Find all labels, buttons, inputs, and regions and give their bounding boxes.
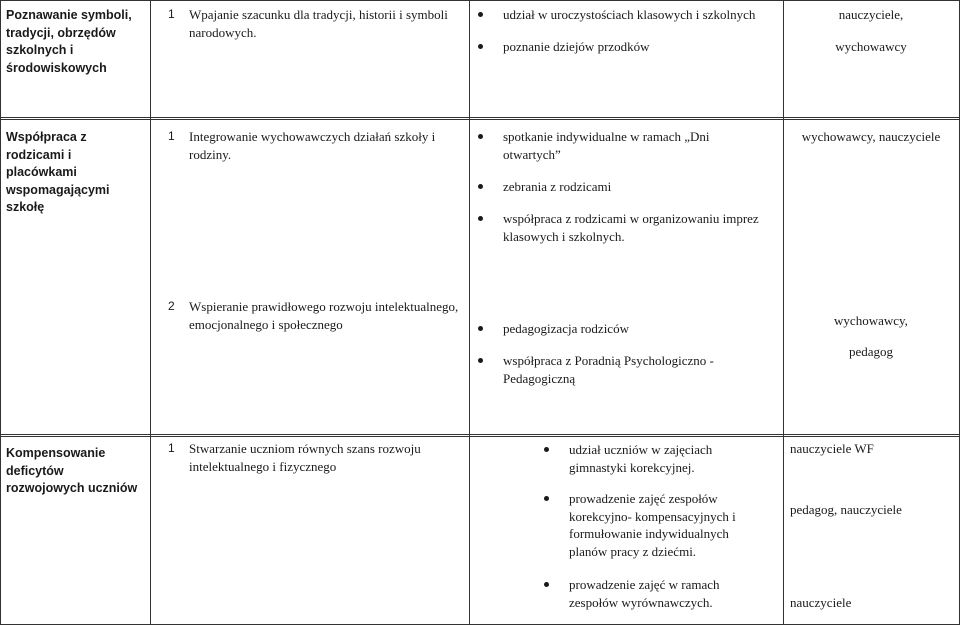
responsible-text: nauczyciele WF — [790, 441, 874, 456]
responsible-text: pedagog — [848, 344, 894, 359]
responsible-text: nauczyciele, — [838, 7, 904, 22]
action-item: poznanie dziejów przodków — [503, 38, 773, 56]
goal-number: 1 — [168, 129, 175, 143]
goal-text: Wspieranie prawidłowego rozwoju intelektualnego, emocjonalnego i społecznego — [189, 299, 459, 332]
area-cell: Poznawanie symboli, tradycji, obrzędów szkolnych i środowiskowych — [6, 8, 132, 75]
action-item: pedagogizacja rodziców — [503, 320, 773, 338]
table-row-divider — [0, 436, 960, 437]
responsible-text: wychowawcy, — [834, 313, 908, 328]
area-cell: Kompensowanie deficytów rozwojowych uczniów — [6, 446, 138, 495]
action-item: współpraca z rodzicami w organizowaniu imprez klasowych i szkolnych. — [503, 210, 778, 245]
column-divider — [469, 0, 470, 625]
responsible-text: wychowawcy, nauczyciele — [801, 129, 941, 144]
table-border-top — [0, 0, 960, 1]
action-item: udział w uroczystościach klasowych i szkolnych — [503, 6, 773, 24]
column-divider — [150, 0, 151, 625]
action-item: prowadzenie zajęć w ramach zespołów wyrównawczych. — [569, 576, 739, 611]
action-item: współpraca z Poradnią Psychologiczno - Pedagogiczną — [503, 352, 743, 387]
action-item: udział uczniów w zajęciach gimnastyki korekcyjnej. — [569, 441, 739, 476]
table-border-left — [0, 0, 1, 625]
column-divider — [783, 0, 784, 625]
table-row-divider — [0, 119, 960, 120]
action-item: prowadzenie zajęć zespołów korekcyjno- kompensacyjnych i formułowanie indywidualnych planów pracy z dziećmi. — [569, 490, 769, 560]
goal-text: Wpajanie szacunku dla tradycji, historii i symboli narodowych. — [189, 7, 448, 40]
action-item: spotkanie indywidualne w ramach „Dni otwartych” — [503, 128, 733, 163]
responsible-text: nauczyciele — [790, 595, 852, 610]
goal-number: 1 — [168, 7, 175, 21]
area-cell: Współpraca z rodzicami i placówkami wspomagającymi szkołę — [6, 130, 110, 214]
table-row-divider — [0, 117, 960, 118]
action-item: zebrania z rodzicami — [503, 178, 773, 196]
goal-number: 2 — [168, 299, 175, 313]
goal-text: Stwarzanie uczniom równych szans rozwoju intelektualnego i fizycznego — [189, 441, 421, 474]
responsible-text: wychowawcy — [835, 39, 907, 54]
responsible-text: pedagog, nauczyciele — [790, 502, 902, 517]
table-row-divider — [0, 434, 960, 435]
goal-text: Integrowanie wychowawczych działań szkoły i rodziny. — [189, 129, 436, 162]
table-border-bottom — [0, 624, 960, 625]
goal-number: 1 — [168, 441, 175, 455]
